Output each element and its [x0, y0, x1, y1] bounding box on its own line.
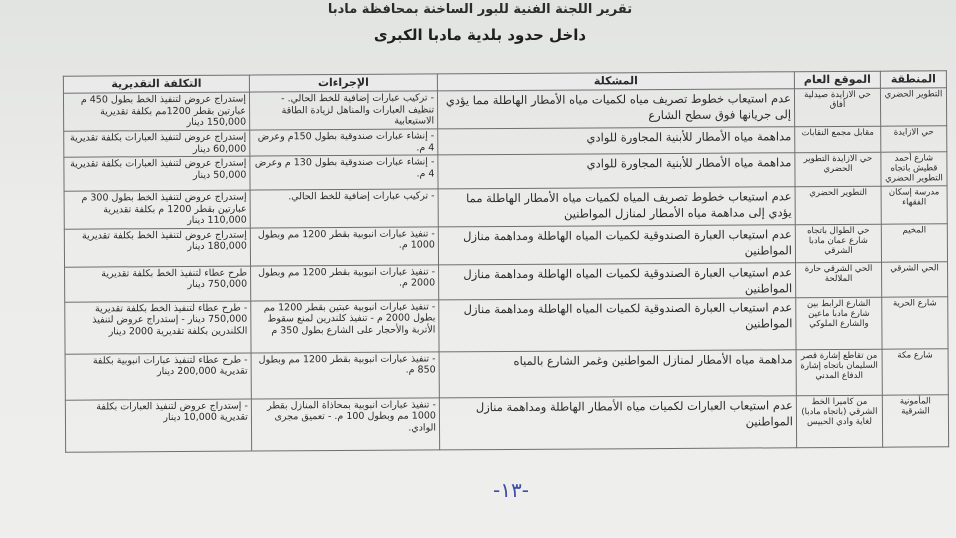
report-header: تقرير اللجنة الفنية للبور الساخنة بمحافظة مادبا	[327, 2, 633, 17]
problem-cell: عدم استيعاب العبارات لكميات مياه الأمطار الهاطلة ومداهمة منازل المواطنين	[439, 395, 796, 449]
report-subtitle: داخل حدود بلدية مادبا الكبرى	[373, 26, 587, 44]
cost-cell: إستدراج عروض لتنفيذ الخط بطول 300 م عبارتين بقطر 1200 م بكلفة تقديرية 110,000 دينار	[64, 190, 250, 229]
site-cell: الشارع الرابط بين شارع مادبا ماعين والشارع الملوكي	[796, 297, 882, 350]
procedures-cell: - تنفيذ عبارات انبوبية بقطر 1200 مم وبطول 1000 م.	[250, 226, 438, 265]
cost-cell: إستدراج عروض لتنفيذ العبارات بكلفة تقديرية 60,000 دينار	[64, 130, 250, 157]
table-row	[64, 223, 947, 266]
procedures-cell: - تنفيذ عبارات انبوبية عبتين بقطر 1200 مم بطول 2000 م - تنفيذ كلندرين لمنع سقوط الأتربة والأحجار على الشارع بطول 350 م	[251, 299, 439, 352]
column-header-region: المنطقة	[880, 71, 946, 88]
table-row	[64, 152, 947, 191]
procedures-cell: - إنشاء عبارات صندوقية بطول 130 م وعرض 4 م.	[250, 155, 438, 190]
cost-cell: - طرح عطاء لتنفيذ الخط بكلفة تقديرية 750,000 دينار - إستدراج عروض لتنفيذ الكلندرين بكلفة تقديرية 2000 دينار	[65, 301, 251, 354]
region-cell: المخيم	[881, 223, 947, 261]
site-cell: مقابل مجمع النقابات	[795, 126, 881, 153]
table-row	[65, 394, 948, 451]
table-row	[63, 88, 946, 131]
site-cell: من كاميرا الخط الشرقي (باتجاه مادبا) لغاية وادي الحبيس	[796, 395, 882, 448]
procedures-cell: - تنفيذ عبارات انبوبية بمحاذاة المنازل بقطر 1000 مم وبطول 100 م. - تعميق مجرى الوادي.	[251, 397, 439, 450]
cost-cell: إستدراج عروض لتنفيذ العبارات بكلفة تقديرية 50,000 دينار	[64, 156, 250, 191]
procedures-cell: - تنفيذ عبارات انبوبية بقطر 1200 مم وبطول 850 م.	[251, 351, 439, 398]
region-cell: شارع أحمد قطيش باتجاه التطوير الحضري	[881, 152, 947, 186]
problem-cell: عدم استيعاب خطوط تصريف المياه لكميات مياه الأمطار الهاطلة مما يؤدي إلى مداهمة مياه الأمطار لمنازل المواطنين	[438, 187, 795, 227]
column-header-site: الموقع العام	[794, 71, 880, 89]
procedures-cell: - تنفيذ عبارات انبوبية بقطر 1200 مم وبطول 2000 م.	[251, 264, 439, 300]
table-row	[64, 186, 947, 229]
table-row	[65, 348, 948, 399]
procedures-cell: - تركيب عبارات إضافية للخط الحالي. - تنظيف العبارات والمناهل لزيادة الطاقة الاستيعابية	[249, 91, 437, 130]
procedures-cell: - إنشاء عبارات صندوقية بطول 150م وعرض 4 م.	[250, 129, 438, 156]
site-cell: الحي الشرقي حارة الملالحة	[796, 262, 882, 298]
site-cell: التطوير الحضري	[795, 186, 881, 224]
site-cell: حي الازايدة التطوير الحضري	[795, 152, 881, 187]
column-header-cost: التكلفة التقديرية	[63, 75, 249, 93]
column-header-problem: المشكلة	[437, 72, 794, 91]
cost-cell: إستدراج عروض لتنفيذ الخط بطول 450 م عبارتين بقطر 1200مم بكلفة تقديرية 150,000 دينار	[63, 92, 249, 131]
problem-cell: عدم استيعاب خطوط تصريف مياه لكميات مياه الأمطار الهاطلة مما يؤدي إلى جريانها فوق سطح الشارع	[437, 89, 794, 129]
problem-cell: مداهمة مياه الأمطار للأبنية المجاورة للوادي	[438, 153, 795, 189]
region-cell: الحي الشرقي	[882, 261, 948, 296]
issues-table	[63, 70, 949, 452]
region-cell: التطوير الحضري	[880, 88, 946, 126]
column-header-procedures: الإجراءات	[249, 74, 437, 92]
table-row	[65, 296, 948, 353]
cost-cell: إستدراج عروض لتنفيذ الخط بكلفة تقديرية 180,000 دينار	[64, 228, 250, 267]
problem-cell: عدم استيعاب العبارة الصندوقية لكميات المياه الهاطلة ومداهمة منازل المواطنين	[438, 224, 795, 264]
region-cell: حي الازايدة	[881, 126, 947, 152]
problem-cell: عدم استيعاب العبارة الصندوقية لكميات المياه الهاطلة ومداهمة منازل المواطنين	[439, 262, 796, 299]
site-cell: من تقاطع إشارة قصر السليمان باتجاه إشارة الدفاع المدني	[796, 349, 882, 396]
region-cell: المأمونية الشرقية	[882, 394, 948, 446]
site-cell: حي الازايدة صيدلية أفاق	[794, 88, 880, 127]
cost-cell: طرح عطاء لتنفيذ الخط بكلفة تقديرية 750,000 دينار	[65, 266, 251, 302]
table-row	[65, 261, 948, 301]
cost-cell: - إستدراج عروض لتنفيذ العبارات بكلفة تقديرية 10,000 دينار	[65, 399, 251, 452]
region-cell: شارع مكة	[882, 348, 948, 394]
site-cell: حي الطوال باتجاه شارع عمان مادبا الشرقي	[795, 224, 881, 263]
procedures-cell: - تركيب عبارات إضافية للخط الحالي.	[250, 189, 438, 228]
region-cell: شارع الحرية	[882, 296, 948, 348]
page-number: -١٣-	[493, 478, 529, 502]
region-cell: مدرسة إسكان الفقهاء	[881, 186, 947, 224]
problem-cell: عدم استيعاب العبارة الصندوقية لكميات المياه الهاطلة ومداهمة منازل المواطنين	[439, 297, 796, 351]
cost-cell: - طرح عطاء لتنفيذ عبارات انبوبية بكلفة تقديرية 200,000 دينار	[65, 353, 251, 400]
problem-cell: مداهمة مياه الأمطار لمنازل المواطنين وغمر الشارع بالمياه	[439, 349, 796, 397]
problem-cell: مداهمة مياه الأمطار للأبنية المجاورة للوادي	[438, 127, 795, 155]
